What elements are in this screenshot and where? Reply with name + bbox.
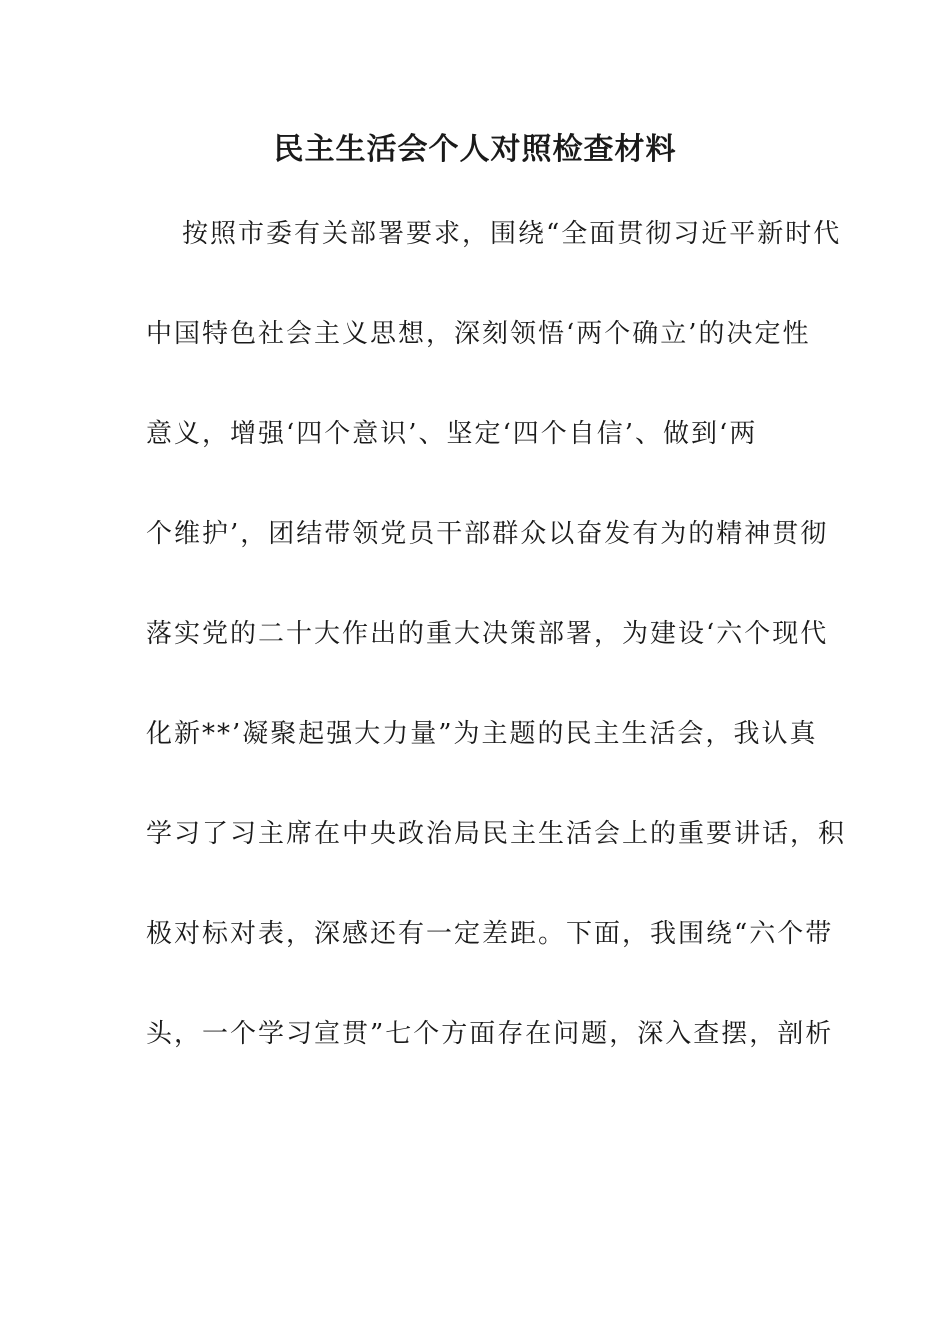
- body-line-4: 个维护’，团结带领党员干部群众以奋发有为的精神贯彻: [146, 519, 829, 549]
- document-title: 民主生活会个人对照检查材料: [273, 132, 677, 167]
- document-body: [146, 212, 847, 1112]
- body-line-5: 落实党的二十大作出的重大决策部署，为建设‘六个现代: [146, 619, 829, 649]
- body-line-6: 化新**’凝聚起强大力量”为主题的民主生活会，我认真: [146, 719, 818, 749]
- body-line-3: 意义，增强‘四个意识’、坚定‘四个自信’、做到‘两: [146, 419, 758, 449]
- body-line-7: 学习了习主席在中央政治局民主生活会上的重要讲话，积: [146, 819, 847, 849]
- body-line-2: 中国特色社会主义思想，深刻领悟‘两个确立’的决定性: [146, 319, 811, 349]
- body-line-9: 头，一个学习宣贯”七个方面存在问题，深入查摆，剖析: [146, 1019, 834, 1049]
- body-line-8: 极对标对表，深感还有一定差距。下面，我围绕“六个带: [146, 919, 834, 949]
- body-line-1: 按照市委有关部署要求，围绕“全面贯彻习近平新时代: [182, 219, 842, 249]
